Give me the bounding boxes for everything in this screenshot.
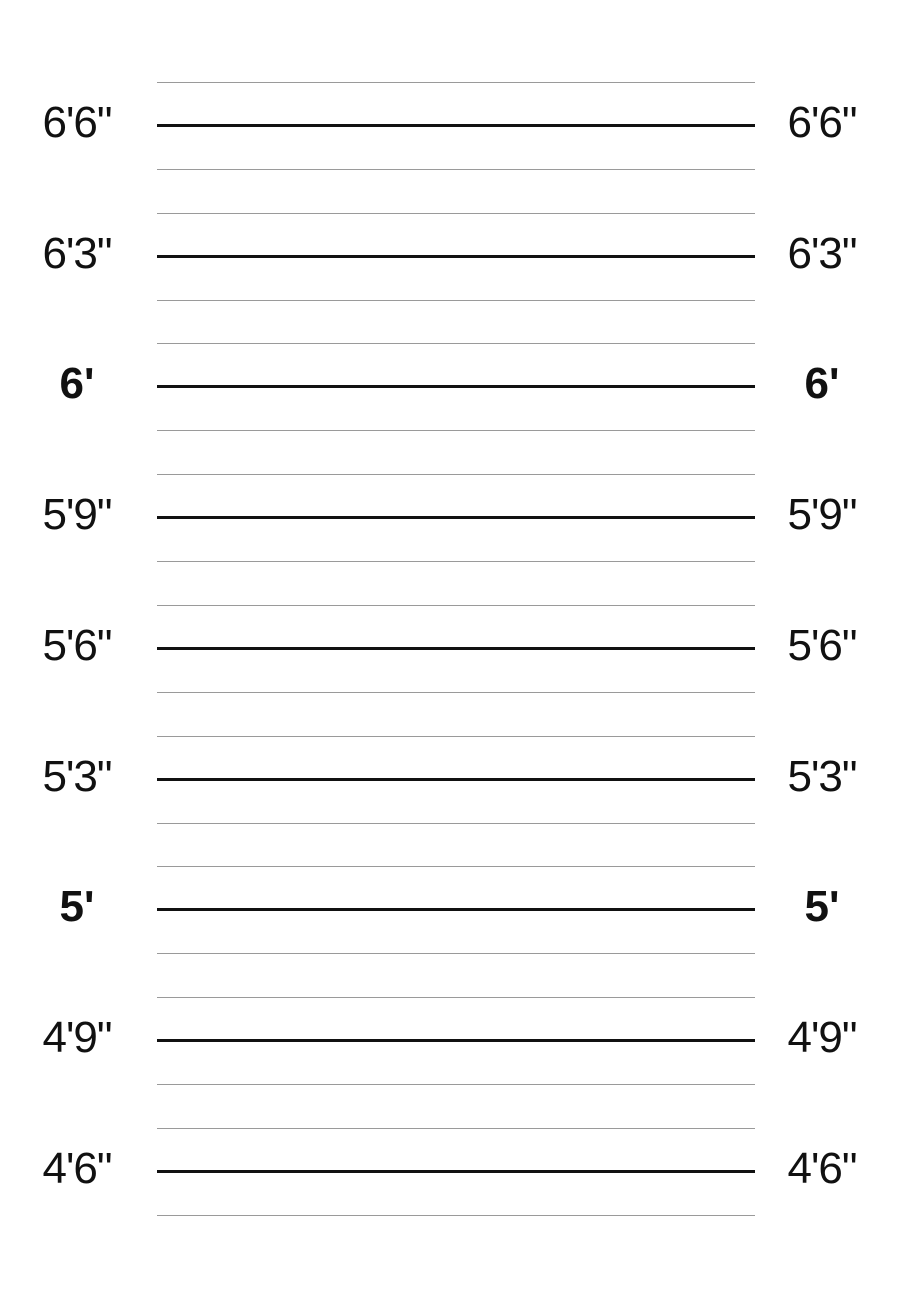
major-line: [157, 1170, 755, 1173]
major-line: [157, 516, 755, 519]
major-line: [157, 1039, 755, 1042]
height-label-left: 6': [59, 359, 95, 408]
height-label-left: 6'3": [42, 229, 112, 278]
minor-line: [157, 430, 755, 431]
major-line: [157, 385, 755, 388]
major-line: [157, 647, 755, 650]
height-label-left: 4'9": [42, 1013, 112, 1062]
height-label-left: 5': [59, 882, 95, 931]
minor-line: [157, 953, 755, 954]
height-label-right: 4'6": [787, 1144, 857, 1193]
height-label-right: 5'6": [787, 621, 857, 670]
minor-line: [157, 82, 755, 83]
major-line: [157, 124, 755, 127]
height-label-right: 4'9": [787, 1013, 857, 1062]
minor-line: [157, 692, 755, 693]
major-line: [157, 255, 755, 258]
height-label-right: 5'9": [787, 490, 857, 539]
height-label-left: 4'6": [42, 1144, 112, 1193]
minor-line: [157, 474, 755, 475]
minor-line: [157, 823, 755, 824]
minor-line: [157, 997, 755, 998]
height-label-right: 5'3": [787, 752, 857, 801]
minor-line: [157, 736, 755, 737]
minor-line: [157, 300, 755, 301]
minor-line: [157, 1215, 755, 1216]
minor-line: [157, 1084, 755, 1085]
minor-line: [157, 561, 755, 562]
height-label-left: 6'6": [42, 98, 112, 147]
minor-line: [157, 866, 755, 867]
height-label-right: 5': [804, 882, 840, 931]
height-label-left: 5'3": [42, 752, 112, 801]
height-label-left: 5'9": [42, 490, 112, 539]
major-line: [157, 778, 755, 781]
minor-line: [157, 1128, 755, 1129]
minor-line: [157, 605, 755, 606]
minor-line: [157, 213, 755, 214]
height-label-right: 6'3": [787, 229, 857, 278]
minor-line: [157, 169, 755, 170]
major-line: [157, 908, 755, 911]
height-label-left: 5'6": [42, 621, 112, 670]
height-label-right: 6': [804, 359, 840, 408]
height-label-right: 6'6": [787, 98, 857, 147]
minor-line: [157, 343, 755, 344]
